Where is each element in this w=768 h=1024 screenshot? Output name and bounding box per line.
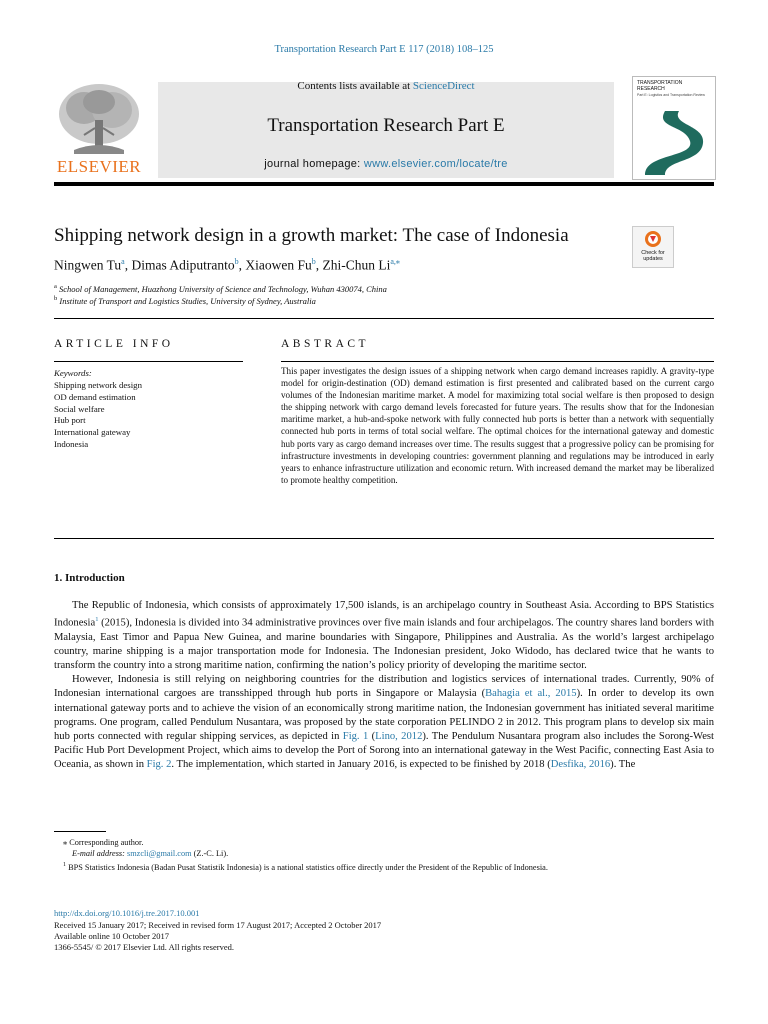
abstract-end-rule	[54, 538, 714, 539]
keyword-item: Indonesia	[54, 439, 89, 449]
text-run: (2015), Indonesia is divided into 34 administrative provinces over five main islands and four archipelagos. The country shares land borders with Malaysia, East Timor and Papua New Guinea, and marine boundaries with Singapore, Philippines and Australia. As the world’s largest archipelago country, marine shipping is a major transportation mode for Indonesia. The Indonesian president, Joko Widodo, has declared twice that he wants to transform the country into a strong maritime nation, confirming the nation’s policy priority of developing the maritime sector.	[54, 617, 714, 672]
header-rule	[54, 182, 714, 186]
affil-marker: a	[54, 283, 57, 290]
text-run: However, Indonesia is still relying on neighboring countries for the distribution and logistics services of international trades. Currently, 90% of Indonesian international cargoes are transshipped through hub ports in Singapore or Malaysia (	[54, 674, 714, 700]
journal-title: Transportation Research Part E	[267, 115, 505, 136]
author-separator: ,	[315, 257, 323, 273]
affil-text: School of Management, Huazhong University of Science and Technology, Wuhan 430074, China	[59, 283, 387, 294]
affil-marker: b	[54, 295, 58, 302]
author-name[interactable]: Dimas Adiputranto	[131, 257, 235, 273]
check-updates-icon	[644, 230, 662, 248]
author-affil-sup[interactable]: b	[234, 257, 239, 266]
text-run: ). The Pendulum Nusantara program also includes the Sorong-West Pacific Hub Port Development Project, which aims to develop the Port of Sorong into an international gateway in the West Pacific, connecting East Asia to Oceania, as shown in	[54, 730, 714, 771]
journal-citation[interactable]: Transportation Research Part E 117 (2018) 108–125	[274, 44, 494, 55]
copyright-line: 1366-5545/ © 2017 Elsevier Ltd. All rights reserved.	[54, 942, 234, 952]
figure-link[interactable]: Fig. 2	[146, 759, 172, 771]
email-link[interactable]: smzcli@gmail.com	[127, 849, 192, 858]
affiliation-a	[54, 283, 387, 294]
footnote-text: BPS Statistics Indonesia (Badan Pusat Statistik Indonesia) is a national statistics office directly under the President of the Republic of Indonesia.	[66, 862, 548, 872]
email-line	[72, 848, 228, 859]
homepage-line	[158, 158, 614, 170]
citation-link[interactable]: Bahagia et al., 2015	[485, 688, 577, 700]
author-name[interactable]: Xiaowen Fu	[245, 257, 312, 273]
email-suffix: (Z.-C. Li).	[191, 849, 229, 858]
online-date: Available online 10 October 2017	[54, 931, 170, 941]
affil-text: Institute of Transport and Logistics Studies, University of Sydney, Australia	[59, 295, 316, 306]
footnote-rule	[54, 831, 106, 832]
author-name[interactable]: Zhi-Chun Li	[322, 257, 391, 273]
citation-link[interactable]: Lino, 2012	[375, 730, 423, 742]
author-separator: ,	[124, 257, 132, 273]
abstract-text: This paper investigates the design issues of a shipping network when cargo demand increases rapidly. A gravity-type model for origin-destination (OD) demand estimation is first presented and calibrated based on the current cargo volumes of the Indonesian maritime market. A model for maximizing total social welfare is then proposed to design the shipping network with cargo demand levels forecasted for future years. The results show that for the Indonesian maritime market, a hub-and-spoke network with fully connected hub ports is better than a network with sequentially connected hub ports in terms of total social welfare. The optimal choices for the international gateway and domestic hub ports vary as cargo demand increases over time. The results suggest that a progressive policy can be promising for infrastructure investments in developing countries: government planning and regulations may be introduced in early years to enhance infrastructure utilization and economic return. With increased demand the market may be liberalized to promote healthy competition.	[281, 366, 714, 485]
author-affil-sup[interactable]: b	[311, 257, 316, 266]
sciencedirect-link[interactable]: ScienceDirect	[412, 80, 475, 92]
paragraph	[54, 673, 714, 772]
text-run: . The implementation, which started in January 2016, is expected to be finished by 2018 (	[171, 759, 551, 771]
contents-line	[158, 80, 614, 92]
cover-subtitle: Part E: Logistics and Transportation Review	[637, 93, 705, 97]
author-name[interactable]: Ningwen Tu	[54, 257, 122, 273]
footnote-ref[interactable]: 1	[95, 616, 99, 624]
figure-link[interactable]: Fig. 1	[342, 730, 369, 742]
author-affil-sup[interactable]: a	[121, 257, 125, 266]
check-for-updates-badge[interactable]	[632, 226, 674, 268]
abstract-body	[281, 365, 714, 486]
keyword-item: Hub port	[54, 415, 86, 426]
corresponding-author-note: ⁎ Corresponding author.	[63, 838, 144, 847]
text-run: (	[368, 730, 376, 742]
received-dates: Received 15 January 2017; Received in revised form 17 August 2017; Accepted 2 October 2017	[54, 920, 382, 930]
text-run: The Republic of Indonesia, which consists of approximately 17,500 islands, is an archipelago country in Southeast Asia. According to BPS Statistics Indonesia	[54, 600, 714, 629]
abstract-rule	[281, 361, 714, 362]
author-separator: ,	[238, 257, 246, 273]
journal-cover-thumbnail[interactable]	[632, 76, 716, 180]
publisher-name: ELSEVIER	[56, 157, 142, 176]
keyword-item: OD demand estimation	[54, 391, 136, 402]
article-title: Shipping network design in a growth market: The case of Indonesia	[54, 225, 569, 246]
keyword-item: Shipping network design	[54, 380, 142, 390]
citation-link[interactable]: Desfika, 2016	[550, 759, 611, 771]
footnote-1	[63, 860, 548, 873]
email-label: E-mail address:	[72, 849, 127, 858]
introduction-body	[54, 599, 714, 772]
cover-road-icon	[635, 103, 713, 175]
cover-title: TRANSPORTATION RESEARCH	[637, 80, 683, 92]
doi-link[interactable]: http://dx.doi.org/10.1016/j.tre.2017.10.001	[54, 908, 200, 918]
elsevier-logo	[54, 80, 144, 175]
text-run: ). In order to develop its own international gateway ports and to achieve the vision of an economically strong maritime nation, the Indonesian government has initiated several maritime programs. One program, called Pendulum Nusantara, was proposed by the state corporation PELINDO 2 in 2012. This program plans to develop six main hub ports connected with regular shipping services, as depicted in	[54, 688, 714, 742]
footnote-marker: 1	[63, 862, 66, 868]
article-info-heading: ARTICLE INFO	[54, 338, 174, 350]
keywords-label: Keywords:	[54, 368, 92, 378]
section-divider	[54, 318, 714, 319]
keyword-item: International gateway	[54, 427, 131, 438]
abstract-heading: ABSTRACT	[281, 338, 370, 350]
homepage-prefix: journal homepage:	[264, 158, 364, 170]
homepage-link[interactable]: www.elsevier.com/locate/tre	[363, 158, 508, 170]
author-list	[54, 257, 400, 274]
paragraph	[54, 599, 714, 673]
contents-prefix: Contents lists available at	[297, 80, 413, 92]
affiliation-b	[54, 295, 316, 306]
text-run: ). The	[610, 759, 636, 771]
check-updates-label: Check for updates	[641, 250, 665, 262]
author-affil-sup[interactable]: a,⁎	[390, 257, 400, 266]
keyword-item: Social welfare	[54, 403, 105, 414]
article-info-rule	[54, 361, 243, 362]
introduction-heading: 1. Introduction	[54, 572, 125, 584]
